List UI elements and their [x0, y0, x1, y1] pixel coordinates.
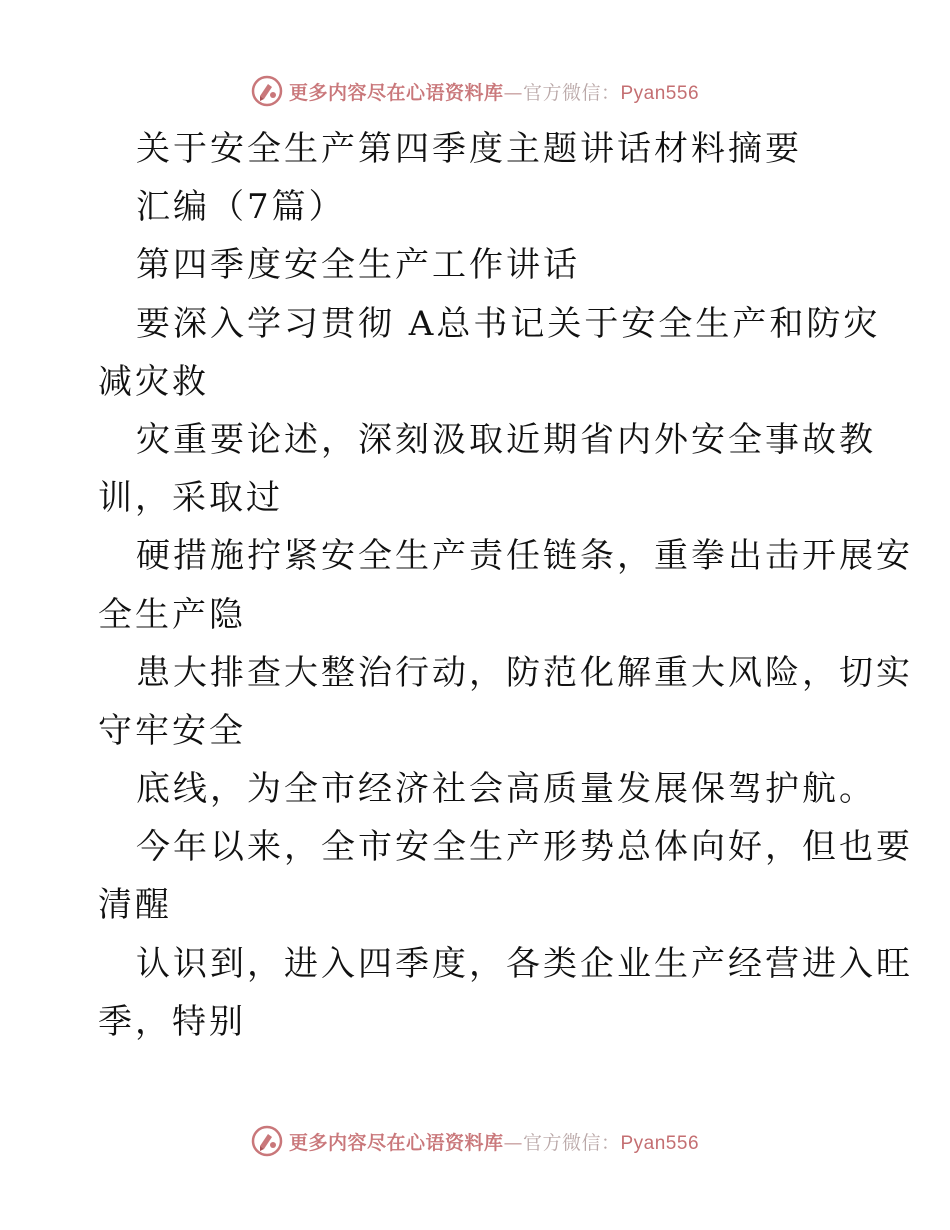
section-heading: 第四季度安全生产工作讲话 [136, 245, 580, 286]
paragraph-line: 减灾救 [98, 361, 209, 402]
paragraph-line: 灾重要论述，深刻汲取近期省内外安全事故教 [136, 419, 876, 460]
document-title-line-1: 关于安全生产第四季度主题讲话材料摘要 [136, 129, 802, 169]
paragraph-line: 底线，为全市经济社会高质量发展保驾护航。 [136, 769, 876, 810]
paragraph-line: 全生产隐 [98, 594, 246, 635]
footer-watermark [0, 1121, 950, 1161]
watermark-label: 官方微信： [522, 81, 621, 104]
header-watermark [0, 71, 950, 111]
paragraph-line: 硬措施拧紧安全生产责任链条，重拳出击开展安 [136, 536, 913, 577]
paragraph-line: 今年以来，全市安全生产形势总体向好，但也要 [136, 827, 913, 868]
paragraph-line: 守牢安全 [98, 710, 246, 751]
watermark-wechat-id: Pyan556 [620, 82, 700, 104]
watermark-brand: 更多内容尽在心语资料库 [288, 81, 504, 104]
paragraph-line: 季，特别 [98, 1001, 246, 1042]
paragraph-line: 认识到，进入四季度，各类企业生产经营进入旺 [136, 943, 913, 984]
watermark-separator: — [503, 81, 523, 104]
watermark-separator: — [503, 1131, 523, 1154]
document-body [98, 120, 913, 1051]
logo-icon [251, 75, 283, 107]
paragraph-line: 患大排查大整治行动，防范化解重大风险，切实 [136, 652, 913, 693]
paragraph-line: 要深入学习贯彻 A总书记关于安全生产和防灾 [136, 303, 881, 344]
watermark-brand: 更多内容尽在心语资料库 [288, 1131, 504, 1154]
watermark-label: 官方微信： [522, 1131, 621, 1154]
logo-icon [251, 1125, 283, 1157]
watermark-wechat-id: Pyan556 [620, 1132, 700, 1154]
paragraph-line: 清醒 [98, 885, 172, 926]
document-title-line-2: 汇编（7篇） [136, 187, 346, 228]
paragraph-line: 训，采取过 [98, 478, 283, 519]
